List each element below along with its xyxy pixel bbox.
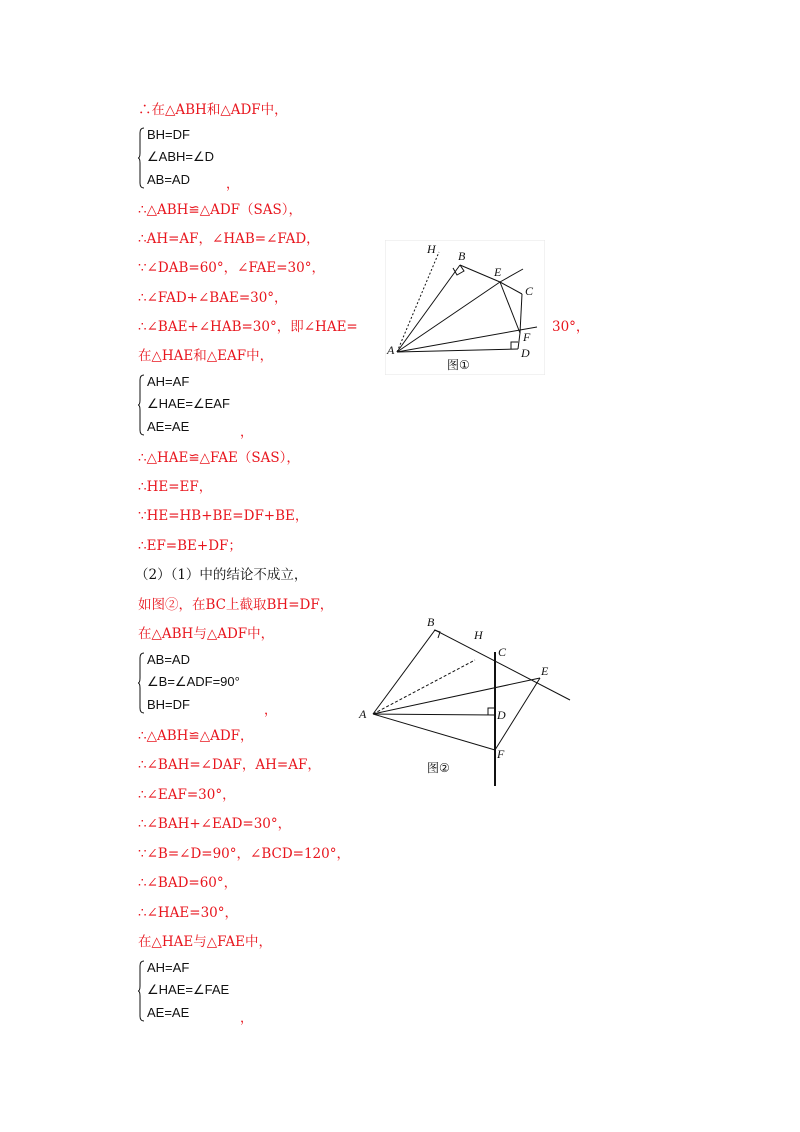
text-line: ∴∠FAD+∠BAE=30°， xyxy=(138,290,288,306)
text-line: 在△HAE与△FAE中， xyxy=(138,934,272,950)
equation-row: AH=AF xyxy=(147,374,190,389)
segment-ah xyxy=(373,660,475,714)
figure-2-caption: 图② xyxy=(427,761,450,775)
text-line: 在△HAE和△EAF中， xyxy=(138,348,274,364)
label-e: E xyxy=(541,664,549,678)
segment-af xyxy=(373,714,495,750)
label-h: H xyxy=(427,242,436,256)
label-e: E xyxy=(494,265,502,279)
text-line: 如图②，在BC上截取BH=DF， xyxy=(138,597,334,613)
comma: ， xyxy=(264,703,278,718)
figure-2 xyxy=(355,612,580,790)
text-line: ∴∠BAD=60°， xyxy=(138,875,238,891)
label-d: D xyxy=(521,346,530,360)
label-a: A xyxy=(387,343,395,357)
equation-row: BH=DF xyxy=(147,697,190,712)
text-line: ∴HE=EF， xyxy=(138,479,213,495)
segment-be-ext xyxy=(435,630,570,700)
equation-row: AE=AE xyxy=(147,419,190,434)
equation-row: ∠B=∠ADF=90° xyxy=(147,674,240,689)
label-a: A xyxy=(359,707,367,721)
segment-ab xyxy=(373,630,435,714)
brace-icon xyxy=(138,960,144,1022)
right-angle-d xyxy=(488,708,495,715)
equation-row: ∠HAE=∠EAF xyxy=(147,396,230,411)
text-line: ∴∠EAF=30°， xyxy=(138,787,236,803)
label-b: B xyxy=(427,615,435,629)
figure-1 xyxy=(385,240,545,375)
equation-row: BH=DF xyxy=(147,127,190,142)
equation-row: ∠HAE=∠FAE xyxy=(147,982,230,997)
equation-row: AH=AF xyxy=(147,960,190,975)
equation-row: ∠ABH=∠D xyxy=(147,149,215,164)
label-f: F xyxy=(523,330,531,344)
text-line: ∴AH=AF，∠HAB=∠FAD， xyxy=(138,231,320,247)
brace-icon xyxy=(138,374,144,436)
text-line: ∴△HAE≌△FAE（SAS）， xyxy=(138,450,300,466)
comma: ， xyxy=(240,1011,254,1026)
equation-row: AB=AD xyxy=(147,652,190,667)
text-line: ∵HE=HB+BE=DF+BE， xyxy=(138,508,309,524)
text-line: ∴∠BAH=∠DAF，AH=AF， xyxy=(138,757,321,773)
text-line: 30°， xyxy=(552,319,590,335)
text-line: ∴△ABH≌△ADF（SAS）， xyxy=(138,202,303,218)
segment-ae xyxy=(373,678,540,714)
equation-row: AE=AE xyxy=(147,1005,190,1020)
brace-icon xyxy=(138,127,144,189)
text-line: ∴∠BAH+∠EAD=30°， xyxy=(138,816,292,832)
equation-row: AB=AD xyxy=(147,172,190,187)
text-line: ∴∠BAE+∠HAB=30°，即∠HAE= xyxy=(138,319,358,335)
text-line: 在△ABH与△ADF中， xyxy=(138,626,275,642)
text-line: （2）（1）中的结论不成立， xyxy=(135,567,308,583)
label-c: C xyxy=(498,645,507,659)
text-line: ∴在△ABH和△ADF中， xyxy=(138,102,288,118)
label-c: C xyxy=(525,284,534,298)
text-line: ∴△ABH≌△ADF， xyxy=(138,728,254,744)
text-line: ∴∠HAE=30°， xyxy=(138,905,239,921)
right-angle-b xyxy=(434,630,440,638)
figure-1-caption: 图① xyxy=(447,358,470,372)
label-b: B xyxy=(458,249,466,263)
brace-icon xyxy=(138,652,144,714)
comma: ， xyxy=(240,425,254,440)
text-line: ∵∠DAB=60°，∠FAE=30°， xyxy=(138,260,325,276)
text-line: ∴EF=BE+DF； xyxy=(138,538,242,554)
label-f: F xyxy=(497,747,505,761)
segment-ad xyxy=(373,714,495,715)
label-h: H xyxy=(474,628,483,642)
text-line: ∵∠B=∠D=90°，∠BCD=120°， xyxy=(138,846,350,862)
comma: ， xyxy=(226,177,240,192)
label-d: D xyxy=(497,708,506,722)
